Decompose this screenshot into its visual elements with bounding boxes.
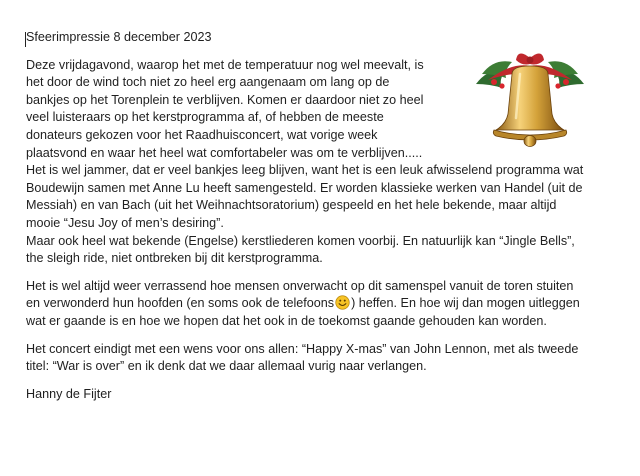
text-line: Het is wel altijd weer verrassend hoe mensen onverwacht op dit samenspel vanuit de toren stuiten — [26, 278, 574, 293]
text-line: veel luisteraars op het kerstprogramma af, of hebben de meeste — [26, 110, 384, 125]
text-line: Messiah) en van Bach (uit het Weihnachtsoratorium) gespeeld en het hele bekende, maar altijd — [26, 198, 557, 213]
text-line: mooie “Jesu Joy of men’s desiring”. — [26, 215, 224, 230]
paragraph-2 — [26, 278, 626, 331]
signature: Hanny de Fijter — [26, 386, 112, 401]
smiley-emoji-icon — [335, 295, 350, 310]
christmas-bell-icon — [472, 44, 588, 150]
text-line: bankjes op het Torenplein te verblijven. Komen er daardoor niet zo heel — [26, 92, 424, 107]
text-line: the sleigh ride, niet ontbreken bij dit kerstprogramma. — [26, 251, 323, 266]
text-segment: ) heffen. En hoe wij dan mogen uitleggen — [351, 296, 580, 311]
text-line: Maar ook heel wat bekende (Engelse) kerstliederen komen voorbij. En natuurlijk kan “Jingle Bells”, — [26, 233, 575, 248]
text-line: Deze vrijdagavond, waarop het met de temperatuur nog wel meevalt, is — [26, 57, 424, 72]
paragraph-3 — [26, 341, 626, 376]
text-line: titel: “War is over” en ik denk dat we daar allemaal vurig naar verlangen. — [26, 359, 427, 374]
text-line: wat er gaande is en hoe we hopen dat het ook in de toekomst gaande gehouden kan worden. — [26, 313, 547, 328]
text-line-with-emoji — [26, 295, 626, 313]
document-title: Sfeerimpressie 8 december 2023 — [26, 30, 212, 44]
text-line: het door de wind toch niet zo heel erg aangenaam om lang op de — [26, 75, 390, 90]
text-line: plaatsvond en waar het heel wat comfortabeler was om te verblijven..... — [26, 145, 423, 160]
text-line: donateurs gekozen voor het Raadhuisconcert, wat vorige week — [26, 127, 378, 142]
text-line: Het concert eindigt met een wens voor ons allen: “Happy X-mas” van John Lennon, met als tweede — [26, 341, 579, 356]
text-line: Het is wel jammer, dat er veel bankjes leeg blijven, want het is een leuk afwisselend programma wat — [26, 163, 584, 178]
text-segment: en verwonderd hun hoofden (en soms ook de telefoons — [26, 296, 335, 311]
text-line: Boudewijn samen met Anne Lu heeft samengesteld. Er worden klassieke werken van Handel (uit de — [26, 180, 583, 195]
